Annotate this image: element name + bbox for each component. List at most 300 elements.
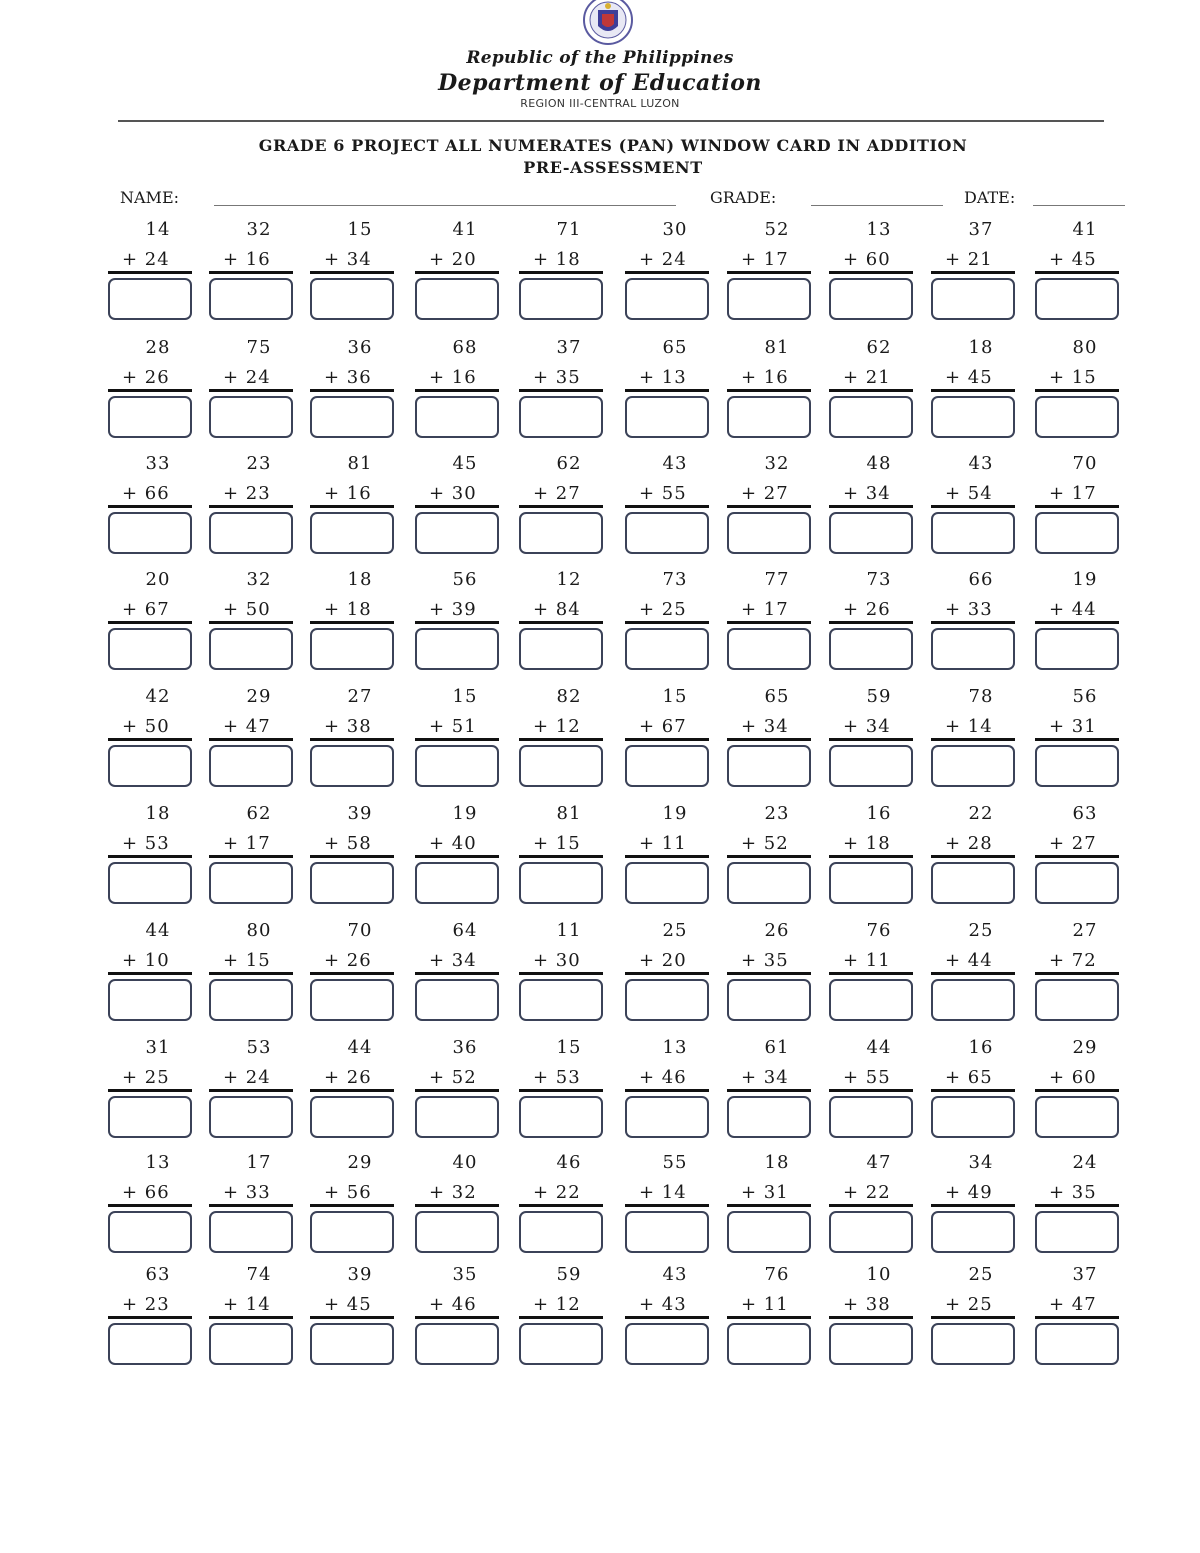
addend-bottom: + 23 <box>223 483 271 504</box>
addend-bottom: + 53 <box>122 833 170 854</box>
sum-line <box>310 1089 394 1092</box>
addition-problem <box>310 803 394 921</box>
addend-top: 23 <box>764 803 790 824</box>
answer-box[interactable] <box>519 512 603 554</box>
addend-bottom: + 67 <box>639 716 687 737</box>
sum-line <box>625 1204 709 1207</box>
addend-bottom: + 17 <box>741 249 789 270</box>
addend-bottom: + 27 <box>1049 833 1097 854</box>
addition-problem <box>829 219 913 337</box>
addend-bottom: + 12 <box>533 716 581 737</box>
addend-bottom: + 60 <box>843 249 891 270</box>
addition-problem <box>1035 219 1119 337</box>
sum-line <box>415 1316 499 1319</box>
answer-box[interactable] <box>1035 278 1119 320</box>
answer-box[interactable] <box>415 1096 499 1138</box>
answer-box[interactable] <box>415 278 499 320</box>
addend-top: 70 <box>1072 453 1098 474</box>
addition-problem <box>829 920 913 1038</box>
answer-box[interactable] <box>727 1323 811 1365</box>
answer-box[interactable] <box>1035 1211 1119 1253</box>
sum-line <box>209 621 293 624</box>
answer-box[interactable] <box>625 628 709 670</box>
addend-bottom: + 52 <box>429 1067 477 1088</box>
addend-bottom: + 11 <box>639 833 687 854</box>
addend-top: 13 <box>866 219 892 240</box>
addition-problem <box>625 1152 709 1270</box>
addend-bottom: + 30 <box>533 950 581 971</box>
sum-line <box>310 855 394 858</box>
sum-line <box>519 389 603 392</box>
addend-bottom: + 14 <box>945 716 993 737</box>
answer-box[interactable] <box>727 628 811 670</box>
answer-box[interactable] <box>829 396 913 438</box>
addend-top: 15 <box>662 686 688 707</box>
addition-problem <box>829 1152 913 1270</box>
name-label: NAME: <box>120 188 180 207</box>
addition-problem <box>1035 1264 1119 1382</box>
addend-bottom: + 43 <box>639 1294 687 1315</box>
answer-box[interactable] <box>931 862 1015 904</box>
answer-box[interactable] <box>931 1211 1015 1253</box>
addend-bottom: + 35 <box>1049 1182 1097 1203</box>
addition-problem <box>108 569 192 687</box>
addend-top: 17 <box>246 1152 272 1173</box>
addend-bottom: + 84 <box>533 599 581 620</box>
answer-box[interactable] <box>625 512 709 554</box>
addend-bottom: + 23 <box>122 1294 170 1315</box>
answer-box[interactable] <box>1035 396 1119 438</box>
sum-line <box>1035 972 1119 975</box>
answer-box[interactable] <box>519 1323 603 1365</box>
addend-bottom: + 22 <box>843 1182 891 1203</box>
addend-top: 41 <box>1072 219 1098 240</box>
answer-box[interactable] <box>829 1323 913 1365</box>
answer-box[interactable] <box>1035 1096 1119 1138</box>
addition-problem <box>727 686 811 804</box>
addition-problem <box>931 337 1015 455</box>
addition-problem <box>415 219 499 337</box>
sum-line <box>108 505 192 508</box>
sum-line <box>727 1089 811 1092</box>
addition-problem <box>310 219 394 337</box>
addend-bottom: + 18 <box>533 249 581 270</box>
sum-line <box>209 1316 293 1319</box>
addition-problem <box>310 686 394 804</box>
addend-top: 27 <box>347 686 373 707</box>
sum-line <box>625 389 709 392</box>
addition-problem <box>415 453 499 571</box>
addition-problem <box>519 1264 603 1382</box>
answer-box[interactable] <box>931 979 1015 1021</box>
addition-problem <box>310 1264 394 1382</box>
addend-top: 30 <box>662 219 688 240</box>
addend-bottom: + 33 <box>223 1182 271 1203</box>
addend-top: 12 <box>556 569 582 590</box>
addend-bottom: + 18 <box>324 599 372 620</box>
sum-line <box>1035 505 1119 508</box>
sum-line <box>415 1089 499 1092</box>
addend-top: 18 <box>145 803 171 824</box>
sum-line <box>310 621 394 624</box>
addend-bottom: + 45 <box>324 1294 372 1315</box>
answer-box[interactable] <box>415 396 499 438</box>
sum-line <box>625 972 709 975</box>
addition-problem <box>727 569 811 687</box>
answer-box[interactable] <box>415 1211 499 1253</box>
answer-box[interactable] <box>209 512 293 554</box>
sum-line <box>931 1089 1015 1092</box>
addend-bottom: + 20 <box>429 249 477 270</box>
addend-bottom: + 28 <box>945 833 993 854</box>
addend-top: 13 <box>662 1037 688 1058</box>
answer-box[interactable] <box>310 396 394 438</box>
answer-box[interactable] <box>108 396 192 438</box>
answer-box[interactable] <box>209 1096 293 1138</box>
sum-line <box>625 621 709 624</box>
sum-line <box>415 1204 499 1207</box>
answer-box[interactable] <box>108 1096 192 1138</box>
addend-top: 65 <box>662 337 688 358</box>
answer-box[interactable] <box>625 745 709 787</box>
answer-box[interactable] <box>625 1323 709 1365</box>
answer-box[interactable] <box>209 396 293 438</box>
addend-top: 42 <box>145 686 171 707</box>
addend-top: 43 <box>662 1264 688 1285</box>
answer-box[interactable] <box>727 278 811 320</box>
answer-box[interactable] <box>727 396 811 438</box>
answer-box[interactable] <box>108 979 192 1021</box>
addition-problem <box>415 686 499 804</box>
addition-problem <box>625 569 709 687</box>
addend-top: 52 <box>764 219 790 240</box>
sum-line <box>829 1089 913 1092</box>
addend-bottom: + 66 <box>122 1182 170 1203</box>
answer-box[interactable] <box>310 1096 394 1138</box>
answer-box[interactable] <box>310 1211 394 1253</box>
addend-top: 63 <box>145 1264 171 1285</box>
answer-box[interactable] <box>625 278 709 320</box>
answer-box[interactable] <box>625 862 709 904</box>
sum-line <box>931 389 1015 392</box>
answer-box[interactable] <box>1035 512 1119 554</box>
sum-line <box>519 1089 603 1092</box>
addition-problem <box>727 803 811 921</box>
addend-bottom: + 24 <box>639 249 687 270</box>
sum-line <box>519 271 603 274</box>
addend-bottom: + 25 <box>122 1067 170 1088</box>
addend-top: 15 <box>452 686 478 707</box>
addition-problem <box>108 803 192 921</box>
answer-box[interactable] <box>829 862 913 904</box>
sum-line <box>727 1316 811 1319</box>
answer-box[interactable] <box>625 979 709 1021</box>
addition-problem <box>829 803 913 921</box>
sum-line <box>1035 1204 1119 1207</box>
answer-box[interactable] <box>108 745 192 787</box>
answer-box[interactable] <box>1035 979 1119 1021</box>
answer-box[interactable] <box>727 862 811 904</box>
addend-top: 46 <box>556 1152 582 1173</box>
answer-box[interactable] <box>310 1323 394 1365</box>
answer-box[interactable] <box>519 628 603 670</box>
addend-bottom: + 11 <box>843 950 891 971</box>
addition-problem <box>519 1152 603 1270</box>
answer-box[interactable] <box>209 278 293 320</box>
addition-problem <box>829 337 913 455</box>
answer-box[interactable] <box>519 1211 603 1253</box>
answer-box[interactable] <box>625 1211 709 1253</box>
addition-problem <box>209 337 293 455</box>
region-heading: REGION III-CENTRAL LUZON <box>520 97 680 110</box>
addend-top: 73 <box>866 569 892 590</box>
answer-box[interactable] <box>519 1096 603 1138</box>
sum-line <box>415 505 499 508</box>
addend-top: 16 <box>968 1037 994 1058</box>
addition-problem <box>727 219 811 337</box>
answer-box[interactable] <box>931 396 1015 438</box>
addend-top: 19 <box>662 803 688 824</box>
answer-box[interactable] <box>727 745 811 787</box>
answer-box[interactable] <box>415 979 499 1021</box>
sum-line <box>209 505 293 508</box>
addition-problem <box>625 337 709 455</box>
sum-line <box>829 1316 913 1319</box>
addend-bottom: + 53 <box>533 1067 581 1088</box>
addend-top: 11 <box>556 920 582 941</box>
addition-problem <box>519 219 603 337</box>
sum-line <box>625 738 709 741</box>
addition-problem <box>108 337 192 455</box>
sum-line <box>415 855 499 858</box>
addend-top: 29 <box>347 1152 373 1173</box>
addend-bottom: + 45 <box>1049 249 1097 270</box>
sum-line <box>829 505 913 508</box>
addend-bottom: + 26 <box>843 599 891 620</box>
answer-box[interactable] <box>931 512 1015 554</box>
answer-box[interactable] <box>1035 862 1119 904</box>
addend-bottom: + 25 <box>945 1294 993 1315</box>
answer-box[interactable] <box>209 628 293 670</box>
addend-top: 44 <box>866 1037 892 1058</box>
addend-top: 31 <box>145 1037 171 1058</box>
answer-box[interactable] <box>519 396 603 438</box>
addition-problem <box>209 1152 293 1270</box>
answer-box[interactable] <box>829 628 913 670</box>
addend-top: 18 <box>968 337 994 358</box>
addend-bottom: + 49 <box>945 1182 993 1203</box>
answer-box[interactable] <box>310 278 394 320</box>
addend-top: 45 <box>452 453 478 474</box>
sum-line <box>727 621 811 624</box>
sum-line <box>931 972 1015 975</box>
addition-problem <box>415 337 499 455</box>
answer-box[interactable] <box>931 745 1015 787</box>
addition-problem <box>829 1037 913 1155</box>
addend-top: 63 <box>1072 803 1098 824</box>
addend-top: 32 <box>764 453 790 474</box>
addition-problem <box>108 1152 192 1270</box>
addend-bottom: + 15 <box>223 950 271 971</box>
addend-top: 29 <box>1072 1037 1098 1058</box>
answer-box[interactable] <box>727 512 811 554</box>
addition-problem <box>727 1264 811 1382</box>
sum-line <box>415 738 499 741</box>
sum-line <box>310 1204 394 1207</box>
addend-top: 37 <box>968 219 994 240</box>
answer-box[interactable] <box>310 512 394 554</box>
addend-bottom: + 17 <box>741 599 789 620</box>
addition-problem <box>209 1264 293 1382</box>
answer-box[interactable] <box>108 1211 192 1253</box>
sum-line <box>1035 621 1119 624</box>
addition-problem <box>625 453 709 571</box>
addend-bottom: + 27 <box>741 483 789 504</box>
addend-bottom: + 24 <box>122 249 170 270</box>
addition-problem <box>625 1264 709 1382</box>
sum-line <box>1035 738 1119 741</box>
sum-line <box>519 505 603 508</box>
answer-box[interactable] <box>727 979 811 1021</box>
addend-bottom: + 36 <box>324 367 372 388</box>
answer-box[interactable] <box>829 979 913 1021</box>
answer-box[interactable] <box>108 278 192 320</box>
sum-line <box>108 972 192 975</box>
answer-box[interactable] <box>415 862 499 904</box>
answer-box[interactable] <box>415 1323 499 1365</box>
answer-box[interactable] <box>209 1323 293 1365</box>
addend-bottom: + 26 <box>122 367 170 388</box>
answer-box[interactable] <box>727 1096 811 1138</box>
addend-bottom: + 15 <box>1049 367 1097 388</box>
worksheet-title: GRADE 6 PROJECT ALL NUMERATES (PAN) WINDOW CARD IN ADDITION <box>258 136 968 155</box>
answer-box[interactable] <box>310 745 394 787</box>
answer-box[interactable] <box>310 979 394 1021</box>
addend-top: 32 <box>246 569 272 590</box>
sum-line <box>931 621 1015 624</box>
addend-top: 82 <box>556 686 582 707</box>
addition-problem <box>1035 686 1119 804</box>
answer-box[interactable] <box>931 1096 1015 1138</box>
date-label: DATE: <box>964 188 1016 207</box>
addend-top: 59 <box>866 686 892 707</box>
answer-box[interactable] <box>108 862 192 904</box>
answer-box[interactable] <box>625 1096 709 1138</box>
sum-line <box>209 738 293 741</box>
answer-box[interactable] <box>310 862 394 904</box>
addend-top: 25 <box>968 1264 994 1285</box>
answer-box[interactable] <box>209 979 293 1021</box>
answer-box[interactable] <box>519 979 603 1021</box>
addition-problem <box>625 1037 709 1155</box>
addition-problem <box>415 1264 499 1382</box>
addend-bottom: + 14 <box>639 1182 687 1203</box>
addend-bottom: + 30 <box>429 483 477 504</box>
addend-top: 13 <box>145 1152 171 1173</box>
addend-top: 44 <box>347 1037 373 1058</box>
addend-top: 15 <box>556 1037 582 1058</box>
addition-problem <box>415 920 499 1038</box>
addition-problem <box>727 453 811 571</box>
sum-line <box>829 389 913 392</box>
answer-box[interactable] <box>108 512 192 554</box>
sum-line <box>415 621 499 624</box>
addition-problem <box>108 686 192 804</box>
answer-box[interactable] <box>108 1323 192 1365</box>
answer-box[interactable] <box>209 1211 293 1253</box>
answer-box[interactable] <box>519 278 603 320</box>
answer-box[interactable] <box>829 745 913 787</box>
addition-problem <box>108 1037 192 1155</box>
sum-line <box>108 1089 192 1092</box>
addend-bottom: + 34 <box>843 716 891 737</box>
answer-box[interactable] <box>931 628 1015 670</box>
addend-bottom: + 25 <box>639 599 687 620</box>
answer-box[interactable] <box>209 745 293 787</box>
addend-top: 25 <box>968 920 994 941</box>
addend-top: 32 <box>246 219 272 240</box>
answer-box[interactable] <box>209 862 293 904</box>
answer-box[interactable] <box>931 1323 1015 1365</box>
addend-bottom: + 34 <box>741 1067 789 1088</box>
answer-box[interactable] <box>415 628 499 670</box>
addition-problem <box>931 1037 1015 1155</box>
answer-box[interactable] <box>829 278 913 320</box>
sum-line <box>415 389 499 392</box>
addend-top: 24 <box>1072 1152 1098 1173</box>
addend-bottom: + 31 <box>1049 716 1097 737</box>
addend-top: 43 <box>662 453 688 474</box>
answer-box[interactable] <box>415 512 499 554</box>
answer-box[interactable] <box>1035 745 1119 787</box>
answer-box[interactable] <box>829 512 913 554</box>
answer-box[interactable] <box>108 628 192 670</box>
sum-line <box>519 1204 603 1207</box>
answer-box[interactable] <box>519 862 603 904</box>
sum-line <box>931 505 1015 508</box>
addition-problem <box>519 453 603 571</box>
addend-bottom: + 38 <box>843 1294 891 1315</box>
answer-box[interactable] <box>310 628 394 670</box>
addend-bottom: + 50 <box>122 716 170 737</box>
answer-box[interactable] <box>829 1211 913 1253</box>
addend-bottom: + 10 <box>122 950 170 971</box>
addition-problem <box>310 337 394 455</box>
addend-top: 18 <box>764 1152 790 1173</box>
sum-line <box>310 505 394 508</box>
answer-box[interactable] <box>625 396 709 438</box>
addend-top: 81 <box>556 803 582 824</box>
addition-problem <box>415 803 499 921</box>
answer-box[interactable] <box>415 745 499 787</box>
answer-box[interactable] <box>519 745 603 787</box>
addition-problem <box>415 1152 499 1270</box>
answer-box[interactable] <box>1035 1323 1119 1365</box>
addend-top: 62 <box>556 453 582 474</box>
answer-box[interactable] <box>727 1211 811 1253</box>
answer-box[interactable] <box>1035 628 1119 670</box>
addend-top: 48 <box>866 453 892 474</box>
sum-line <box>829 271 913 274</box>
answer-box[interactable] <box>829 1096 913 1138</box>
answer-box[interactable] <box>931 278 1015 320</box>
addend-top: 44 <box>145 920 171 941</box>
addend-top: 23 <box>246 453 272 474</box>
sum-line <box>108 738 192 741</box>
addition-problem <box>931 686 1015 804</box>
addend-bottom: + 56 <box>324 1182 372 1203</box>
addend-top: 76 <box>764 1264 790 1285</box>
